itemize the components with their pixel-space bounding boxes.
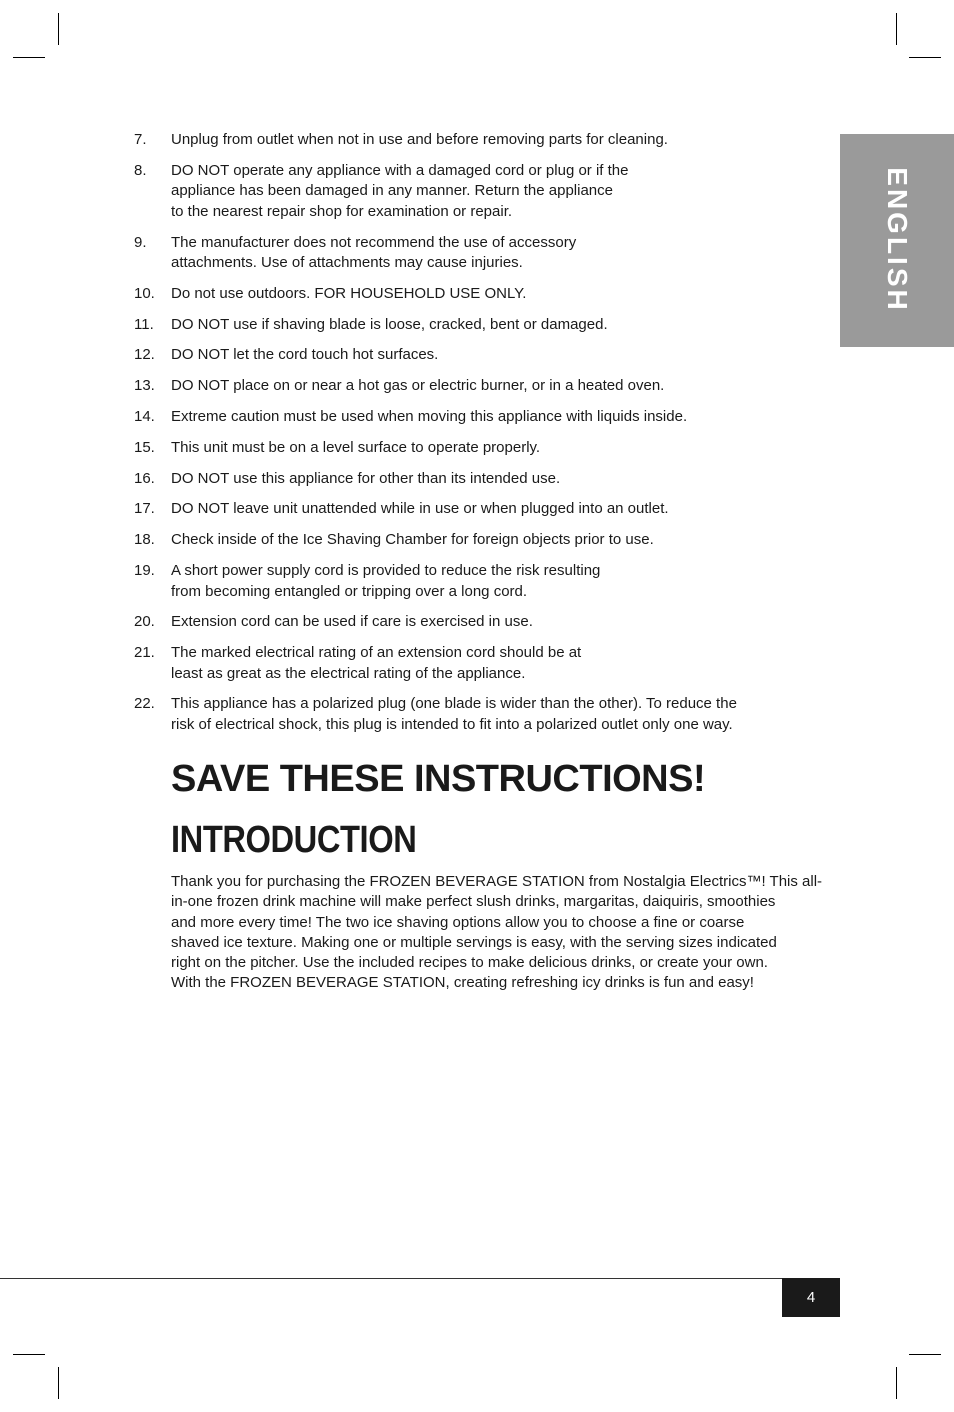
list-item-text: This unit must be on a level surface to operate properly. xyxy=(171,438,541,456)
list-item-text: DO NOT use if shaving blade is loose, cracked, bent or damaged. xyxy=(171,315,608,333)
crop-mark xyxy=(896,13,897,45)
crop-mark xyxy=(58,1367,59,1399)
list-item-line: This appliance has a polarized plug (one blade is wider than the other). To reduce the xyxy=(171,695,737,713)
list-item-text: DO NOT leave unit unattended while in use or when plugged into an outlet. xyxy=(171,500,669,518)
list-item xyxy=(134,469,814,490)
list-item-line: risk of electrical shock, this plug is intended to fit into a polarized outlet only one way. xyxy=(171,715,733,733)
save-instructions-heading: SAVE THESE INSTRUCTIONS! xyxy=(171,758,706,800)
intro-line: in-one frozen drink machine will make perfect slush drinks, margaritas, daiquiris, smoothies xyxy=(171,893,776,911)
intro-line: and more every time! The two ice shaving options allow you to choose a fine or coarse xyxy=(171,913,745,931)
intro-line: Thank you for purchasing the FROZEN BEVERAGE STATION from Nostalgia Electrics™! This all- xyxy=(171,873,823,890)
list-item-text: DO NOT place on or near a hot gas or electric burner, or in a heated oven. xyxy=(171,377,665,395)
list-item xyxy=(134,161,814,223)
list-item-text: Extreme caution must be used when moving this appliance with liquids inside. xyxy=(171,408,688,426)
list-item xyxy=(134,561,814,602)
crop-mark xyxy=(909,57,941,58)
list-item xyxy=(134,499,814,520)
list-item-line: to the nearest repair shop for examination or repair. xyxy=(171,202,513,220)
list-item-line: appliance has been damaged in any manner. Return the appliance xyxy=(171,182,613,200)
list-item xyxy=(134,643,814,684)
list-item-number: 13. xyxy=(134,377,155,395)
page-number: 4 xyxy=(782,1278,840,1317)
crop-mark xyxy=(13,1354,45,1355)
list-item-line: A short power supply cord is provided to reduce the risk resulting xyxy=(171,562,601,580)
list-item-number: 8. xyxy=(134,161,147,179)
list-item-line: from becoming entangled or tripping over a long cord. xyxy=(171,582,528,600)
list-item-number: 22. xyxy=(134,695,155,713)
intro-line: right on the pitcher. Use the included recipes to make delicious drinks, or create your own. xyxy=(171,954,768,972)
list-item-number: 17. xyxy=(134,500,155,518)
language-tab-label: ENGLISH xyxy=(882,167,913,313)
list-item-number: 10. xyxy=(134,284,155,302)
list-item-line: The manufacturer does not recommend the use of accessory xyxy=(171,233,577,251)
list-item-text: Check inside of the Ice Shaving Chamber for foreign objects prior to use. xyxy=(171,531,654,549)
list-item-text xyxy=(171,561,814,602)
list-item xyxy=(134,530,814,551)
list-item-text: DO NOT use this appliance for other than its intended use. xyxy=(171,469,561,487)
introduction-heading: INTRODUCTION xyxy=(171,819,417,861)
list-item-line: least as great as the electrical rating of the appliance. xyxy=(171,664,526,682)
footer-rule xyxy=(0,1278,782,1279)
crop-mark xyxy=(58,13,59,45)
list-item-text: Unplug from outlet when not in use and before removing parts for cleaning. xyxy=(171,131,668,148)
list-item-number: 20. xyxy=(134,613,155,631)
list-item-number: 11. xyxy=(134,315,154,333)
list-item xyxy=(134,694,814,735)
list-item xyxy=(134,376,814,397)
list-item-text xyxy=(171,643,814,684)
list-item-number: 15. xyxy=(134,438,155,456)
list-item-number: 14. xyxy=(134,408,155,426)
list-item xyxy=(134,284,814,305)
list-item-line: DO NOT operate any appliance with a damaged cord or plug or if the xyxy=(171,161,629,179)
list-item xyxy=(134,315,814,336)
crop-mark xyxy=(909,1354,941,1355)
list-item xyxy=(134,233,814,274)
list-item-line: The marked electrical rating of an extension cord should be at xyxy=(171,644,582,662)
list-item-number: 16. xyxy=(134,469,155,487)
list-item xyxy=(134,130,814,151)
list-item-text: Do not use outdoors. FOR HOUSEHOLD USE ONLY. xyxy=(171,284,527,302)
list-item xyxy=(134,612,814,633)
list-item-number: 21. xyxy=(134,644,155,662)
crop-mark xyxy=(896,1367,897,1399)
list-item-number: 7. xyxy=(134,131,147,148)
crop-mark xyxy=(13,57,45,58)
list-item-number: 9. xyxy=(134,233,147,251)
list-item-number: 18. xyxy=(134,531,155,549)
list-item xyxy=(134,345,814,366)
list-item xyxy=(134,438,814,459)
safety-instructions-list xyxy=(134,130,814,746)
introduction-paragraph xyxy=(171,872,826,994)
list-item-text xyxy=(171,161,814,223)
list-item-number: 19. xyxy=(134,562,155,580)
list-item-line: attachments. Use of attachments may cause injuries. xyxy=(171,254,523,272)
list-item-text xyxy=(171,694,814,735)
language-tab xyxy=(840,134,954,347)
list-item-text: DO NOT let the cord touch hot surfaces. xyxy=(171,346,439,364)
intro-line: shaved ice texture. Making one or multiple servings is easy, with the serving sizes indicated xyxy=(171,933,777,951)
list-item-text: Extension cord can be used if care is exercised in use. xyxy=(171,613,533,631)
list-item-text xyxy=(171,233,814,274)
list-item xyxy=(134,407,814,428)
intro-line: With the FROZEN BEVERAGE STATION, creating refreshing icy drinks is fun and easy! xyxy=(171,974,754,992)
list-item-number: 12. xyxy=(134,346,155,364)
